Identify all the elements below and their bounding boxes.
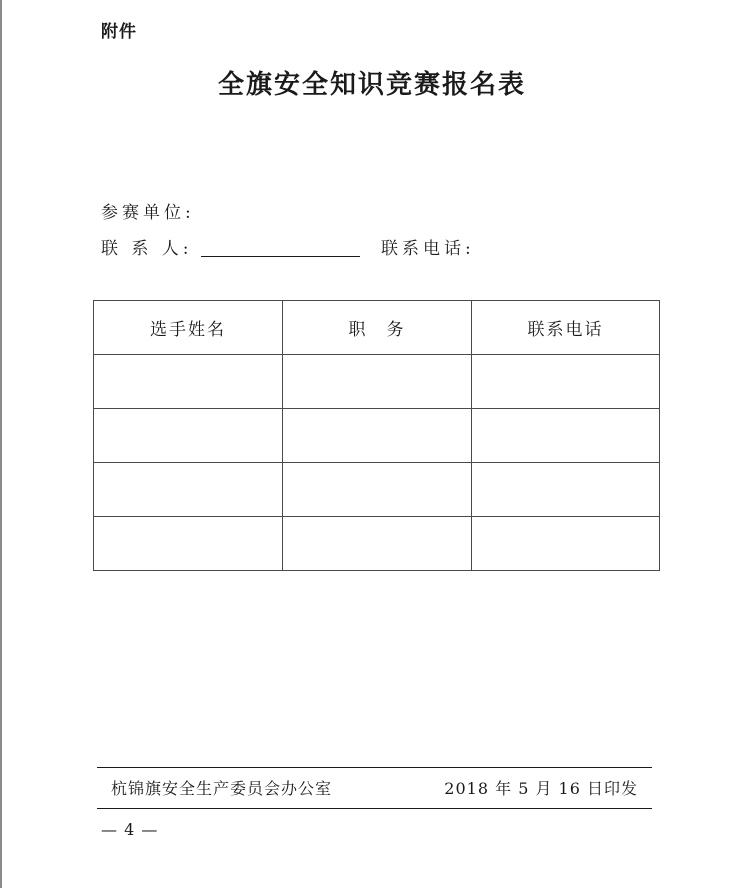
issuing-office: 杭锦旗安全生产委员会办公室 bbox=[111, 779, 333, 798]
page-left-border bbox=[0, 0, 2, 888]
table-cell[interactable] bbox=[94, 517, 283, 571]
footer-top-rule bbox=[97, 767, 652, 768]
table-cell[interactable] bbox=[472, 409, 660, 463]
header-contestant-name: 选手姓名 bbox=[94, 301, 283, 355]
table-header-row bbox=[94, 301, 660, 355]
table-row bbox=[94, 409, 660, 463]
page-number: — 4 — bbox=[101, 820, 159, 839]
attachment-label: 附件 bbox=[101, 22, 137, 42]
table-cell[interactable] bbox=[283, 409, 472, 463]
table-cell[interactable] bbox=[472, 355, 660, 409]
document-title: 全旗安全知识竞赛报名表 bbox=[217, 70, 526, 100]
participating-unit-label: 参赛单位: bbox=[101, 203, 195, 223]
contact-person-label: 联 系 人: bbox=[101, 239, 193, 259]
contact-phone-label: 联系电话: bbox=[381, 239, 475, 259]
header-position: 职 务 bbox=[283, 301, 472, 355]
table-cell[interactable] bbox=[472, 463, 660, 517]
table-cell[interactable] bbox=[283, 463, 472, 517]
table-cell[interactable] bbox=[283, 517, 472, 571]
table-cell[interactable] bbox=[94, 409, 283, 463]
table-cell[interactable] bbox=[283, 355, 472, 409]
table-row bbox=[94, 355, 660, 409]
issue-date: 2018 年 5 月 16 日印发 bbox=[444, 779, 638, 798]
contact-person-blank[interactable] bbox=[201, 256, 360, 257]
table-cell[interactable] bbox=[472, 517, 660, 571]
registration-table bbox=[93, 300, 660, 571]
table-row bbox=[94, 517, 660, 571]
header-contact-phone: 联系电话 bbox=[472, 301, 660, 355]
table-cell[interactable] bbox=[94, 355, 283, 409]
table-row bbox=[94, 463, 660, 517]
footer-bottom-rule bbox=[97, 808, 652, 809]
table-cell[interactable] bbox=[94, 463, 283, 517]
participating-unit-field bbox=[101, 198, 195, 223]
contact-field-row bbox=[101, 234, 475, 259]
